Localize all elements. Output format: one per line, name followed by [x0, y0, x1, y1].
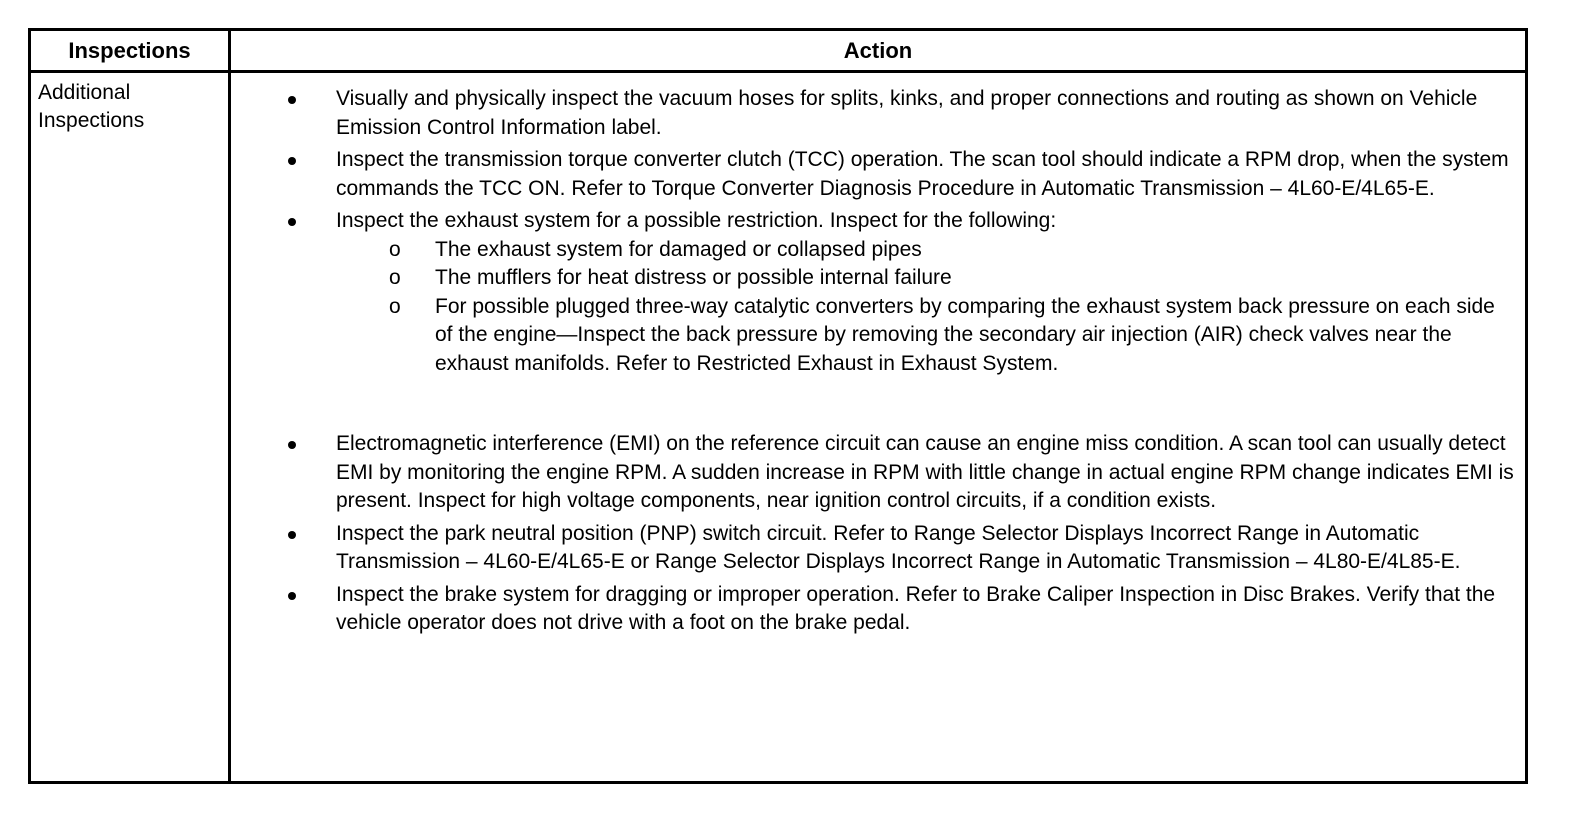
- action-item: [231, 207, 1525, 378]
- sub-action-item: [336, 264, 1517, 293]
- action-cell: [231, 85, 1525, 642]
- bullet-icon: [288, 218, 296, 226]
- bullet-icon: [288, 96, 296, 104]
- sub-action-text: The exhaust system for damaged or collapsed pipes: [435, 237, 922, 261]
- action-item: [231, 430, 1525, 516]
- action-item: [231, 520, 1525, 577]
- table-header-row: [31, 31, 1525, 73]
- action-text: Inspect the exhaust system for a possible restriction. Inspect for the following:: [336, 209, 1057, 232]
- circle-bullet-icon: o: [389, 266, 401, 289]
- circle-bullet-icon: o: [389, 237, 401, 261]
- bullet-icon: [288, 531, 296, 539]
- inspections-label-line: Additional: [38, 81, 131, 104]
- header-action: Action: [843, 38, 913, 63]
- sub-action-item: [336, 293, 1517, 379]
- action-text: Inspect the park neutral position (PNP) switch circuit. Refer to Range Selector Displays Incorrect Range in Automatic Transmission – 4L60-E/4L65-E or Range Selector Displays Incorrect Range in Automatic Transmission – 4L80-E/4L85-E.: [336, 521, 1461, 573]
- action-text: Inspect the transmission torque converter clutch (TCC) operation. The scan tool should indicate a RPM drop, when the system commands the TCC ON. Refer to Torque Converter Diagnosis Procedure in Automatic Transmission – 4L60-E/4L65-E.: [336, 148, 1509, 200]
- sub-action-text: For possible plugged three-way catalytic converters by comparing the exhaust system back pressure on each side of the engine—Inspect the back pressure by removing the secondary air injection (AIR) check valves near the exhaust manifolds. Refer to Restricted Exhaust in Exhaust System.: [435, 294, 1495, 375]
- action-text: Electromagnetic interference (EMI) on the reference circuit can cause an engine miss condition. A scan tool can usually detect EMI by monitoring the engine RPM. A sudden increase in RPM with little change in actual engine RPM change indicates EMI is present. Inspect for high voltage components, near ignition control circuits, if a condition exists.: [336, 432, 1514, 512]
- bullet-icon: [288, 157, 296, 165]
- bullet-icon: [288, 441, 296, 449]
- sub-action-item: [336, 236, 1517, 265]
- action-item: [231, 146, 1525, 203]
- sub-action-text: The mufflers for heat distress or possible internal failure: [435, 266, 952, 289]
- inspections-label-line: Inspections: [38, 109, 145, 132]
- action-item: [231, 85, 1525, 142]
- action-item: [231, 581, 1525, 638]
- inspection-table: [28, 28, 1528, 784]
- action-text: Inspect the brake system for dragging or improper operation. Refer to Brake Caliper Inspection in Disc Brakes. Verify that the vehicle operator does not drive with a foot on the brake pedal.: [336, 582, 1496, 634]
- sub-action-list: [336, 236, 1517, 379]
- inspections-cell: [38, 79, 223, 135]
- action-text: Visually and physically inspect the vacuum hoses for splits, kinks, and proper connections and routing as shown on Vehicle Emission Control Information label.: [336, 87, 1478, 139]
- header-inspections: Inspections: [68, 38, 191, 63]
- bullet-icon: [288, 592, 296, 600]
- action-list: [231, 85, 1525, 638]
- circle-bullet-icon: o: [389, 294, 401, 318]
